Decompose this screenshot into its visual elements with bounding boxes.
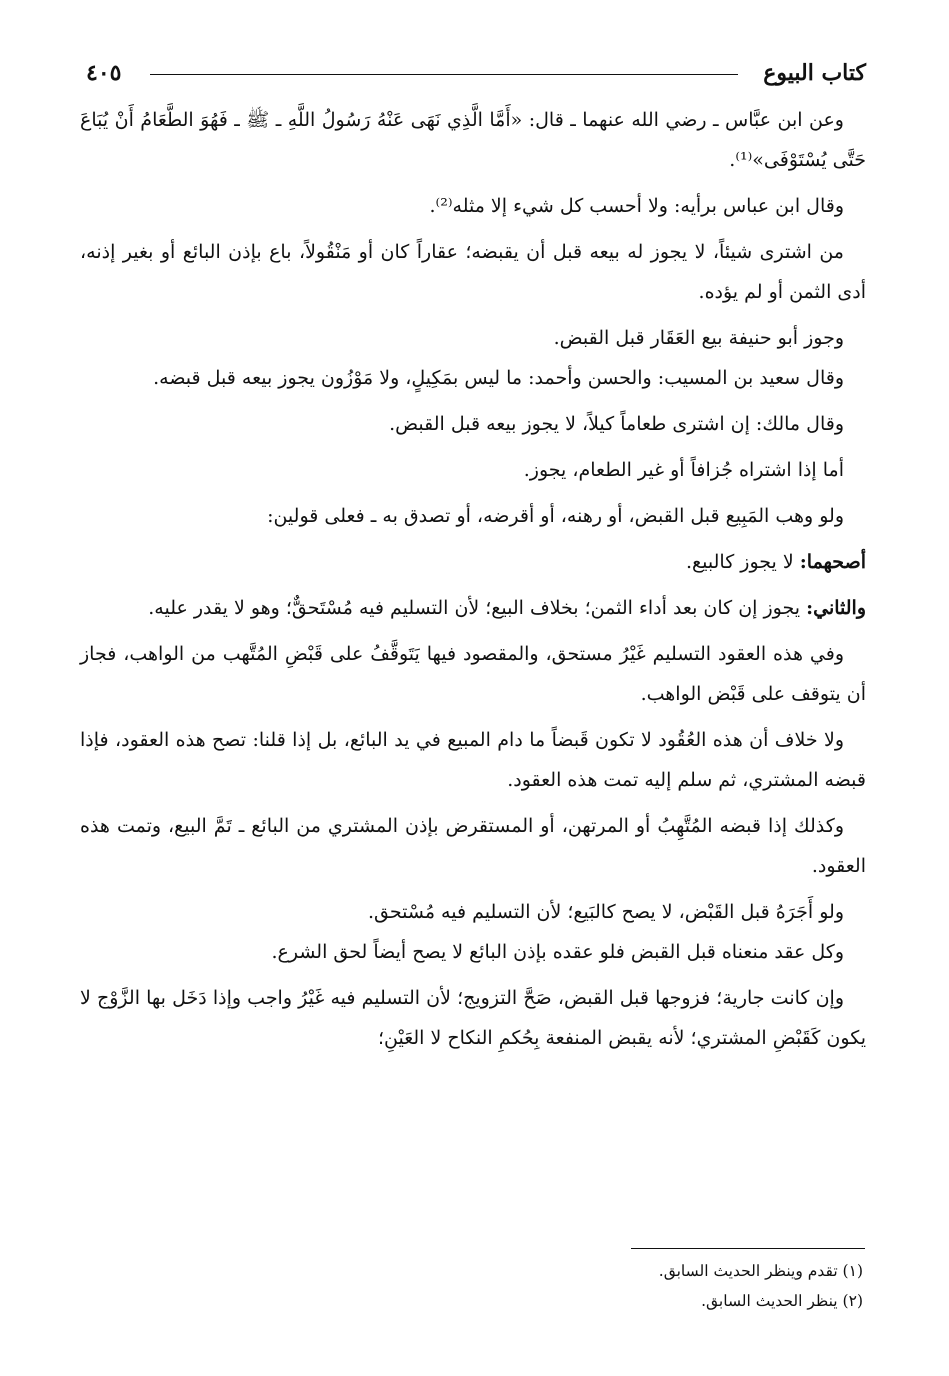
paragraph-contracts-delivery: وفي هذه العقود التسليم غَيْرُ مستحق، والمقصود فيها يَتَوقَّفُ على قَبْضِ المُتَّهب من الواهب، فجاز أن يتوقف على قَبْض الواهب. (80, 643, 866, 705)
paragraph-gift-before-possession: ولو وهب المَبِيع قبل القبض، أو رهنه، أو أقرضه، أو تصدق به ـ فعلى قولين: (267, 505, 844, 527)
first-opinion-text: لا يجوز كالبيع. (686, 551, 800, 573)
paragraph-first-opinion (80, 542, 866, 582)
paragraph-ibn-abbas-hadith: وعن ابن عبَّاس ـ رضي الله عنهما ـ قال: «أَمَّا الَّذِي نَهَى عَنْهُ رَسُولُ اللَّهِ ـ ﷺ ـ فَهُوَ الطَّعَامُ أَنْ يُبَاعَ حَتَّى يُسْتَوْفَى»⁽¹⁾. (80, 109, 866, 171)
page-header (86, 56, 866, 90)
paragraph-buying-rule: من اشترى شيئاً، لا يجوز له بيعه قبل أن يقبضه؛ عقاراً كان أو مَنْقُولاً، باع بإذن البائع أو بغير إذنه، أدى الثمن أو لم يؤده. (80, 241, 866, 303)
footnote-separator (631, 1248, 865, 1249)
first-opinion-label: أصحهما: (799, 551, 866, 573)
paragraph-ibn-abbas-opinion: وقال ابن عباس برأيه: ولا أحسب كل شيء إلا مثله⁽²⁾. (429, 195, 844, 217)
paragraph-juzaf: أما إذا اشتراه جُزافاً أو غير الطعام، يجوز. (523, 459, 844, 481)
paragraph-malik: وقال مالك: إن اشترى طعاماً كيلاً، لا يجوز بيعه قبل القبض. (389, 413, 844, 435)
main-text (80, 100, 866, 1064)
paragraph-said-ibn-musayyib: وقال سعيد بن المسيب: والحسن وأحمد: ما ليس بمَكِيلٍ، ولا مَوْزُون يجوز بيعه قبل قبضه. (153, 367, 844, 389)
second-opinion-label: والثاني: (806, 597, 866, 619)
paragraph-second-opinion (80, 588, 866, 628)
paragraph-no-dispute: ولا خلاف أن هذه العُقُود لا تكون قَبضاً ما دام المبيع في يد البائع، بل إذا قلنا: تصح هذه العقود، فإذا قبضه المشتري، ثم سلم إليه تمت هذه العقود. (80, 729, 866, 791)
paragraph-every-contract: وكل عقد منعناه قبل القبض فلو عقده بإذن البائع لا يصح أيضاً لحق الشرع. (271, 941, 844, 963)
paragraph-likewise: وكذلك إذا قبضه المُتَّهِبُ أو المرتهن، أو المستقرض بإذن المشتري من البائع ـ تَمَّ البيع، وتمت هذه العقود. (80, 815, 866, 877)
second-opinion-text: يجوز إن كان بعد أداء الثمن؛ بخلاف البيع؛ لأن التسليم فيه مُسْتَحقٌّ؛ وهو لا يقدر عليه. (148, 597, 807, 619)
footnote-1: (١) تقدم وينظر الحديث السابق. (658, 1262, 863, 1280)
paragraph-abu-hanifa: وجوز أبو حنيفة بيع العَقَار قبل القبض. (553, 327, 844, 349)
chapter-title: كتاب البيوع (763, 60, 866, 86)
paragraph-lease: ولو أَجَرَهُ قبل القَبْض، لا يصح كالبَيع؛ لأن التسليم فيه مُسْتحق. (368, 901, 844, 923)
footnote-2: (٢) ينظر الحديث السابق. (701, 1292, 863, 1310)
footnotes (363, 1256, 863, 1316)
page-number: ٤٠٥ (86, 60, 122, 86)
paragraph-slave-girl: وإن كانت جارية؛ فزوجها قبل القبض، صَحَّ التزويج؛ لأن التسليم فيه غَيْرُ واجب وإذا دَخَل بها الزَّوْج لا يكون كَقَبْضِ المشتري؛ لأنه يقبض المنفعة بِحُكمِ النكاح لا العَيْنِ؛ (80, 987, 866, 1049)
header-rule (150, 74, 738, 75)
